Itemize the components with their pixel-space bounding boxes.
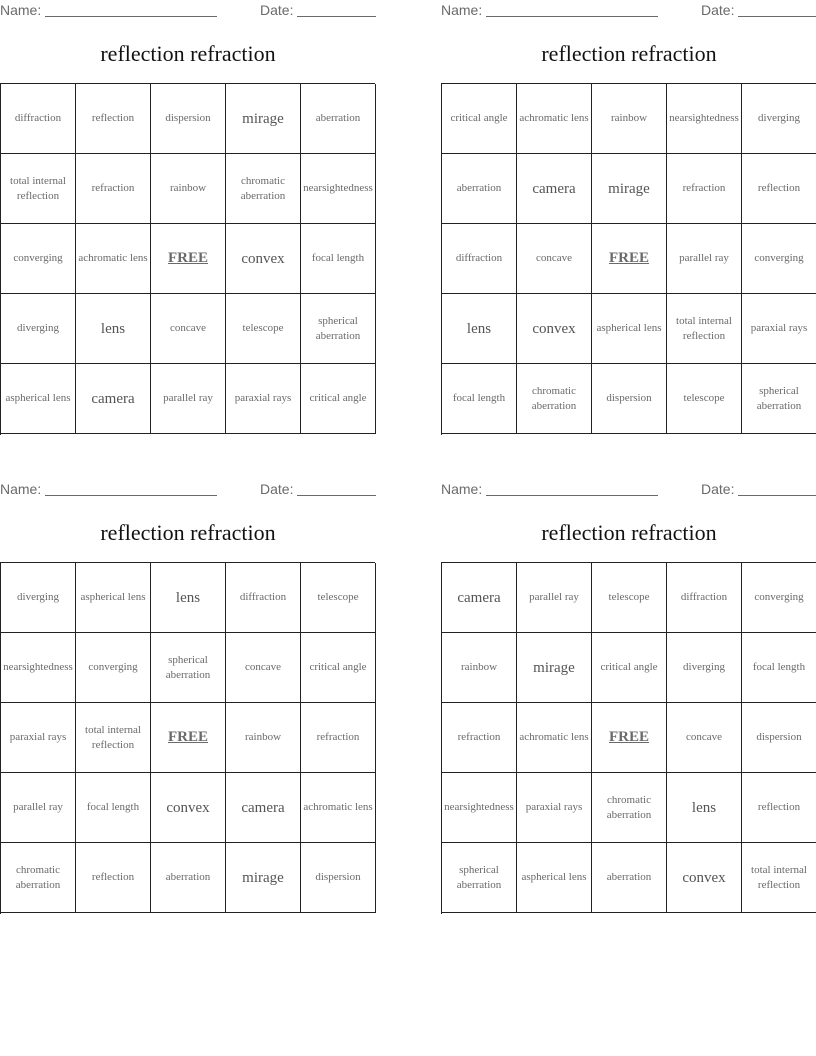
bingo-card <box>441 0 816 434</box>
bingo-cell: converging <box>1 224 76 294</box>
bingo-cell: achromatic lens <box>517 703 592 773</box>
bingo-cell: aspherical lens <box>1 364 76 434</box>
bingo-cell: parallel ray <box>151 364 226 434</box>
bingo-cell: chromatic aberration <box>1 843 76 913</box>
name-date-row <box>441 481 816 499</box>
name-label: Name: <box>441 481 483 497</box>
bingo-cell: total internal reflection <box>667 294 742 364</box>
bingo-cell: critical angle <box>301 364 376 434</box>
bingo-cell: diffraction <box>442 224 517 294</box>
bingo-cell: telescope <box>667 364 742 434</box>
bingo-cell: reflection <box>742 773 816 843</box>
bingo-cell: mirage <box>517 633 592 703</box>
bingo-cell: critical angle <box>442 84 517 154</box>
name-field-line <box>45 16 217 17</box>
card-title: reflection refraction <box>541 41 717 66</box>
date-label: Date: <box>260 481 294 497</box>
bingo-cell: focal length <box>442 364 517 434</box>
bingo-cell: convex <box>667 843 742 913</box>
bingo-cell: diffraction <box>667 563 742 633</box>
name-date-row <box>0 2 376 20</box>
bingo-cell: diverging <box>1 294 76 364</box>
bingo-cell: converging <box>742 224 816 294</box>
bingo-cell: convex <box>226 224 301 294</box>
bingo-cell: camera <box>442 563 517 633</box>
bingo-cell: telescope <box>226 294 301 364</box>
name-label: Name: <box>0 2 42 18</box>
bingo-cell: spherical aberration <box>151 633 226 703</box>
date-label: Date: <box>701 2 735 18</box>
bingo-cell: total internal reflection <box>1 154 76 224</box>
bingo-cell: spherical aberration <box>442 843 517 913</box>
bingo-cell: convex <box>517 294 592 364</box>
bingo-cell: rainbow <box>151 154 226 224</box>
bingo-cell: aberration <box>301 84 376 154</box>
bingo-cell: camera <box>226 773 301 843</box>
bingo-cell: aberration <box>151 843 226 913</box>
bingo-cell: mirage <box>226 843 301 913</box>
bingo-cell: concave <box>226 633 301 703</box>
bingo-cell: reflection <box>76 843 151 913</box>
bingo-cell: refraction <box>442 703 517 773</box>
bingo-cell: dispersion <box>592 364 667 434</box>
card-title: reflection refraction <box>100 41 276 66</box>
bingo-cell: camera <box>76 364 151 434</box>
bingo-cell: dispersion <box>301 843 376 913</box>
bingo-cell: diffraction <box>226 563 301 633</box>
bingo-cell: chromatic aberration <box>226 154 301 224</box>
bingo-cell: dispersion <box>151 84 226 154</box>
bingo-cell: telescope <box>301 563 376 633</box>
name-date-row <box>0 481 376 499</box>
bingo-cell: spherical aberration <box>742 364 816 434</box>
date-field-line <box>738 16 816 17</box>
bingo-cell: refraction <box>301 703 376 773</box>
name-label: Name: <box>0 481 42 497</box>
bingo-cell: spherical aberration <box>301 294 376 364</box>
bingo-cell: lens <box>442 294 517 364</box>
bingo-cell: chromatic aberration <box>517 364 592 434</box>
bingo-cell: lens <box>151 563 226 633</box>
bingo-cell: aspherical lens <box>517 843 592 913</box>
bingo-cell: parallel ray <box>1 773 76 843</box>
bingo-cell: paraxial rays <box>517 773 592 843</box>
name-date-row <box>441 2 816 20</box>
name-field-line <box>486 16 658 17</box>
bingo-cell: critical angle <box>592 633 667 703</box>
bingo-cell: refraction <box>76 154 151 224</box>
date-field-line <box>738 495 816 496</box>
free-space: FREE <box>151 224 226 294</box>
bingo-cell: aspherical lens <box>592 294 667 364</box>
card-title: reflection refraction <box>541 520 717 545</box>
bingo-cell: nearsightedness <box>442 773 517 843</box>
bingo-grid <box>0 83 375 435</box>
bingo-card <box>0 0 376 434</box>
bingo-cell: converging <box>742 563 816 633</box>
bingo-cell: convex <box>151 773 226 843</box>
bingo-cell: aberration <box>592 843 667 913</box>
card-title: reflection refraction <box>100 520 276 545</box>
date-field-line <box>297 495 376 496</box>
bingo-cell: camera <box>517 154 592 224</box>
bingo-cell: concave <box>517 224 592 294</box>
bingo-cell: nearsightedness <box>1 633 76 703</box>
bingo-cell: paraxial rays <box>226 364 301 434</box>
bingo-cell: lens <box>76 294 151 364</box>
bingo-cell: diffraction <box>1 84 76 154</box>
bingo-cell: chromatic aberration <box>592 773 667 843</box>
bingo-cell: nearsightedness <box>301 154 376 224</box>
bingo-grid <box>441 83 816 435</box>
bingo-cell: reflection <box>76 84 151 154</box>
bingo-cell: parallel ray <box>517 563 592 633</box>
name-label: Name: <box>441 2 483 18</box>
bingo-cell: aspherical lens <box>76 563 151 633</box>
bingo-cell: achromatic lens <box>76 224 151 294</box>
bingo-cell: diverging <box>742 84 816 154</box>
bingo-cell: nearsightedness <box>667 84 742 154</box>
bingo-cell: dispersion <box>742 703 816 773</box>
bingo-cell: paraxial rays <box>742 294 816 364</box>
bingo-cell: diverging <box>667 633 742 703</box>
name-field-line <box>486 495 658 496</box>
bingo-cell: concave <box>151 294 226 364</box>
bingo-cell: rainbow <box>226 703 301 773</box>
bingo-grid <box>441 562 816 914</box>
bingo-cell: lens <box>667 773 742 843</box>
bingo-cell: focal length <box>742 633 816 703</box>
bingo-cell: achromatic lens <box>301 773 376 843</box>
bingo-cell: total internal reflection <box>76 703 151 773</box>
date-label: Date: <box>260 2 294 18</box>
bingo-cell: focal length <box>301 224 376 294</box>
bingo-cell: achromatic lens <box>517 84 592 154</box>
bingo-cell: aberration <box>442 154 517 224</box>
free-space: FREE <box>151 703 226 773</box>
bingo-cell: concave <box>667 703 742 773</box>
bingo-cell: telescope <box>592 563 667 633</box>
bingo-cell: focal length <box>76 773 151 843</box>
date-field-line <box>297 16 376 17</box>
bingo-cell: converging <box>76 633 151 703</box>
free-space: FREE <box>592 224 667 294</box>
bingo-grid <box>0 562 375 914</box>
bingo-cell: mirage <box>592 154 667 224</box>
bingo-card <box>0 479 376 913</box>
bingo-cell: refraction <box>667 154 742 224</box>
bingo-cell: reflection <box>742 154 816 224</box>
free-space: FREE <box>592 703 667 773</box>
bingo-card <box>441 479 816 913</box>
bingo-cell: diverging <box>1 563 76 633</box>
bingo-cell: rainbow <box>442 633 517 703</box>
bingo-cell: critical angle <box>301 633 376 703</box>
bingo-cell: mirage <box>226 84 301 154</box>
date-label: Date: <box>701 481 735 497</box>
bingo-cell: rainbow <box>592 84 667 154</box>
bingo-cell: paraxial rays <box>1 703 76 773</box>
bingo-cell: total internal reflection <box>742 843 816 913</box>
name-field-line <box>45 495 217 496</box>
bingo-cell: parallel ray <box>667 224 742 294</box>
